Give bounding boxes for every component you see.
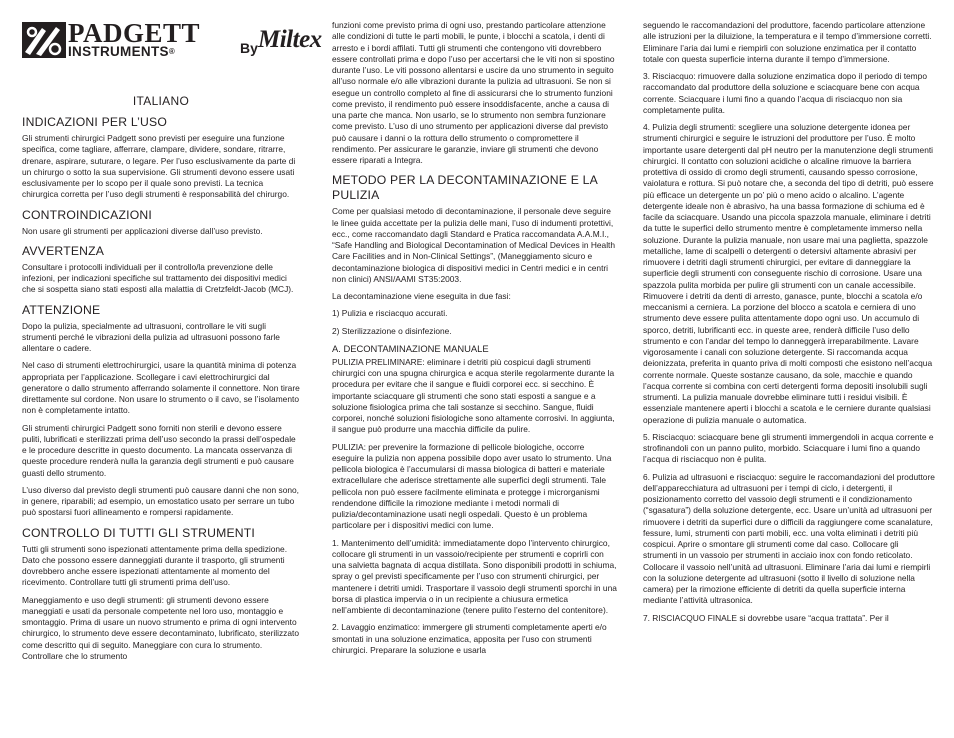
padgett-miltex-logo: [22, 18, 322, 62]
paragraph: L’uso diverso dal previsto degli strumenti può causare danni che non sono, in genere, riparabili; ad esempio, un emostatico usato per serrare un tubo può spostarsi fuori allineamento e rompersi rapidamente.: [22, 484, 300, 518]
paragraph: 1. Mantenimento dell’umidità: immediatamente dopo l’intervento chirurgico, collocare gli strumenti in un vassoio/recipiente per strumenti e coprirli con una salvietta bagnata di acqua distillata. Sono disponibili prodotti in schiuma, spray o gel previsti specificamente per l’uso con strumenti chirurgici, per mantenere i detriti umidi. Trasportare il vassoio degli strumenti sporchi in una borsa di plastica impervia o in un recipiente a chiusura ermetica nell’ambiente di decontaminazione (tenere pulito l’esterno del contenitore).: [332, 537, 617, 615]
paragraph: Dopo la pulizia, specialmente ad ultrasuoni, controllare le viti sugli strumenti perché le vibrazioni della pulizia ad ultrasuoni possono farle allentare o cadere.: [22, 320, 280, 353]
paragraph: 5. Risciacquo: sciacquare bene gli strumenti immergendoli in acqua corrente e strofinandoli con un panno pulito, morbido. Sciacquare i lumi fino a quando l’acqua di risciacquo non è pulita.: [643, 431, 934, 465]
paragraph: Come per qualsiasi metodo di decontaminazione, il personale deve seguire le linee guida accettate per la pulizia delle mani, l’uso di indumenti protettivi, ecc., come raccomandato dagli Standard e Pratica raccomandata A.A.M.I., “Safe Handling and Biological Decontamination of Medical Devices in Health Care Facilities and in Non-Clinical Settings”, (Maneggiamento sicuro e decontaminazione biologica di dispositivi medici in Centri medici e in centri non clinici) ANSI/AAMI ST35:2003.: [332, 206, 616, 284]
paragraph: 2) Sterilizzazione o disinfezione.: [332, 325, 452, 336]
logo-sub-text: INSTRUMENTS: [68, 44, 169, 59]
padgett-mark-icon: [22, 22, 66, 58]
column-2: [332, 20, 618, 662]
column-1: [22, 18, 322, 668]
heading-indicazioni: INDICAZIONI PER L’USO: [22, 115, 168, 129]
heading-metodo: METODO PER LA DECONTAMINAZIONE E LA PULIZIA: [332, 173, 598, 203]
paragraph: funzioni come previsto prima di ogni uso, prestando particolare attenzione alle condizioni di tutte le parti mobili, le punte, i blocchi a scatola, i denti di arresto e i bordi affilati. Tutti gli strumenti che contengono viti dovrebbero essere controllati prima e dopo l’uso per accertarsi che le viti non si spostino durante l’uso. Le viti possono allentarsi e uscire da uno strumento in seguito all’uso normale e/o alle vibrazioni durante la pulizia ad ultrasuoni. Se non si esegue un controllo completo al fine di assicurarsi che lo strumento funzioni come previsto, il rendimento può essere insoddisfacente, anche a causa di una parte che manca. Non usarlo, se lo strumento non sembra funzionare come previsto. L’uso di uno strumento per applicazioni diverse dal previsto può causare i danni o la rottura dello strumento o compromettere il rendimento. Per assicurare le garanzie, inviare gli strumenti che devono essere riparati a Integra.: [332, 20, 615, 165]
paragraph: 7. RISCIACQUO FINALE si dovrebbe usare “acqua trattata”. Per il: [643, 612, 889, 623]
logo-partner: Miltex: [258, 26, 322, 53]
paragraph: 3. Risciacquo: rimuovere dalla soluzione enzimatica dopo il periodo di tempo raccomandato dal produttore della soluzione e sciacquare bene con acqua corrente. Sciacquare i lumi fino a quando l’acqua di risciacquo non sia completamente pulita.: [643, 71, 927, 115]
paragraph: Gli strumenti chirurgici Padgett sono previsti per eseguire una funzione specifica, come tagliare, afferrare, clampare, dividere, sondare, ritrarre, drenare, aspirare, suturare, o legare. Per l’uso esclusivamente da parte di un chirurgo o sotto la sua supervisione. Gli strumenti devono essere usati esclusivamente per lo scopo per il quale sono previsti. La tecnica chirurgica corretta per l’uso degli strumenti è responsabilità del chirurgo.: [22, 133, 296, 200]
paragraph: Maneggiamento e uso degli strumenti: gli strumenti devono essere maneggiati e usati da personale competente nel loro uso, montaggio e smontaggio. Prima di usare un nuovo strumento e prima di ogni intervento chirurgico, lo strumento deve essere decontaminato, lubrificato, sterilizzato come descritto qui di seguito. Maneggiare con cura lo strumento. Controllare che lo strumento: [22, 594, 299, 661]
paragraph: 6. Pulizia ad ultrasuoni e risciacquo: seguire le raccomandazioni del produttore dell’apparecchiatura ad ultrasuoni per i tempi di ciclo, i detergenti, il posizionamento corretto del vassoio degli strumenti e il condizionamento (“sgasatura”) della soluzione detergente, ecc. Usare un’unità ad ultrasuoni per rimuovere i detriti da superfici dure o difficili da raggiungere come scanalature, fessure, lumi, strumenti con parti mobili, ecc. una volta eliminati i detriti più cospicui. Aprire o smontare gli strumenti come dal caso. Collocare gli strumenti in un vassoio per strumenti in acciaio inox con fondo reticolato. Collocare il vassoio nell’unità ad ultrasuoni. Eliminare l’aria dai lumi e riempirli con la soluzione detergente ad ultrasuoni (sotto il livello di soluzione nella camera) per la rimozione efficiente di detriti da quella superficie interna mediante l’attività ultrasonica.: [643, 471, 935, 606]
logo-by: By: [240, 40, 258, 56]
heading-decontaminazione-manuale: A. DECONTAMINAZIONE MANUALE: [332, 342, 489, 354]
heading-avvertenza: AVVERTENZA: [22, 243, 105, 258]
heading-attenzione: ATTENZIONE: [22, 302, 101, 317]
paragraph: Nel caso di strumenti elettrochirurgici, usare la quantità minima di potenza appropriata per l’applicazione. Scollegare i cavi elettrochirurgici dal generatore o dallo strumento afferrando solamente il connettore. Non tirare direttamente sul cordone. Non usare lo strumento o il cavo, se l’isolamento non è completamente intatto.: [22, 360, 300, 416]
paragraph: Non usare gli strumenti per applicazioni diverse dall’uso previsto.: [22, 225, 263, 236]
logo-brand: PADGETT: [68, 18, 201, 48]
paragraph: PULIZIA: per prevenire la formazione di pellicole biologiche, occorre eseguire la pulizia non appena possibile dopo aver usato lo strumento. Una pellicola biologica è l’accumularsi di massa biologica di batteri e materiale extracellulare che aderisce strettamente alle superfici degli strumenti. Tale pellicola non può essere facilmente eliminata e protegge i microrganismi rendendone difficile la rimozione mediante i metodi normali di pulizia/decontaminazione usati negli ospedali. Questo è un problema particolare per i dispositivi medici con lume.: [332, 441, 612, 531]
paragraph: 4. Pulizia degli strumenti: scegliere una soluzione detergente idonea per strumenti chirurgici e seguire le istruzioni del produttore per l’uso. È molto importante usare detergenti dal pH neutro per la manutenzione degli strumenti chirurgici. Il contatto con soluzioni acidiche o alcaline rimuove la barriera protettiva di ossido di cromo degli strumenti, causando spesso corrosione, vaiolatura e rottura. Si può notare che, a seconda del tipo di detriti, può essere più efficace un detergente un po’ più o meno acido o alcalino. L’agente detergente ideale non è abrasivo, ha una bassa formazione di schiuma ed è facile da sciacquare. Usando una piccola spazzola manuale, eliminare i detriti da tutte le superfici dello strumento mentre è completamente immerso nella soluzione. Durante la pulizia manuale, non usare mai una paglietta, spazzole metalliche, lame di scalpelli o detergenti o detersivi altamente abrasivi per rimuovere i detriti dagli strumenti chirurgici, per evitare di danneggiare la superficie degli strumenti con conseguente rischio di corrosione. Usare una spazzola pulita morbida per pulire gli strumenti con un canale accessibile. Rimuovere i detriti da denti di arresto, ganasce, punte, blocchi a scatola e/o meccanismi a cerniera. La porzione del blocco a scatola e cerniera di uno strumento deve essere pulita attentamente dopo ogni uso. Un accumulo di sporco, detriti, lubrificanti ecc. in queste aree, renderà difficile l’uso dello strumento e con l’andar del tempo lo danneggerà irreparabilmente. Lavare vigorosamente i canali con soluzione detergente. Si raccomanda acqua deionizzata, preferita in quanto priva di molti composti che esistono nell’acqua corrente normale. Queste sostanze causano, da sole, macchie e quando l’acqua corrente si combina con certi detergenti forma depositi insolubili sugli strumenti. La pulizia manuale dovrebbe eliminare tutti i residui visibili. È essenziale mantenere aperti i blocchi a scatola e le cerniere durante qualsiasi operazione di pulizia manuale o automatica.: [643, 122, 934, 425]
column-3: [643, 20, 935, 630]
paragraph: Tutti gli strumenti sono ispezionati attentamente prima della spedizione. Dato che possono essere danneggiati durante il trasporto, gli strumenti dovrebbero anche essere ispezionati attentamente al momento del ricevimento. Controllare tutti gli strumenti prima dell’uso.: [22, 543, 288, 588]
logo-registered: ®: [168, 47, 176, 56]
heading-controindicazioni: CONTROINDICAZIONI: [22, 207, 153, 222]
paragraph: La decontaminazione viene eseguita in due fasi:: [332, 291, 511, 301]
paragraph: 2. Lavaggio enzimatico: immergere gli strumenti completamente aperti e/o smontati in una soluzione enzimatica, apposita per l’uso con strumenti chirurgici. Preparare la soluzione e usarla: [332, 622, 607, 655]
heading-controllo: CONTROLLO DI TUTTI GLI STRUMENTI: [22, 525, 256, 540]
paragraph: seguendo le raccomandazioni del produttore, facendo particolare attenzione alle istruzioni per la diluizione, la temperatura e il tempo d’immersione corretti. Eliminare l’aria dai lumi e riempirli con soluzione enzimatica per il contatto totale con questa superficie interna durante il tempo d’immersione.: [643, 20, 932, 64]
paragraph: PULIZIA PRELIMINARE: eliminare i detriti più cospicui dagli strumenti chirurgici con una spugna chirurgica e acqua sterile regolarmente durante la procedura per evitare che il sangue e fluidi corporei ecc. si secchino. È importante sciacquare gli strumenti che sono stati esposti a sangue e a soluzione fisiologica prima che tali sostanze si secchino. Sangue, fluidi corporei, nonché soluzioni fisiologiche sono altamente corrosivi. In aggiunta, il sangue può produrre una macchia difficile da pulire.: [332, 356, 615, 435]
paragraph: Consultare i protocolli individuali per il controllo/la prevenzione delle infezioni, per indicazioni specifiche sul trattamento dei dispositivi medici che si sospetta siano stati esposti alla malattia di Cretzfeldt-Jacob (MCJ).: [22, 261, 294, 295]
paragraph: 1) Pulizia e risciacquo accurati.: [332, 308, 448, 319]
language-heading: ITALIANO: [132, 94, 190, 108]
paragraph: Gli strumenti chirurgici Padgett sono forniti non sterili e devono essere puliti, lubrificati e sterilizzati prima dell’uso secondo la prassi dell’ospedale e le procedure descritte in questo documento. La mancata osservanza di queste procedure renderà nulla la garanzia degli strumenti e può causare guasti dello strumento.: [22, 422, 296, 478]
logo-sub: [68, 45, 175, 59]
